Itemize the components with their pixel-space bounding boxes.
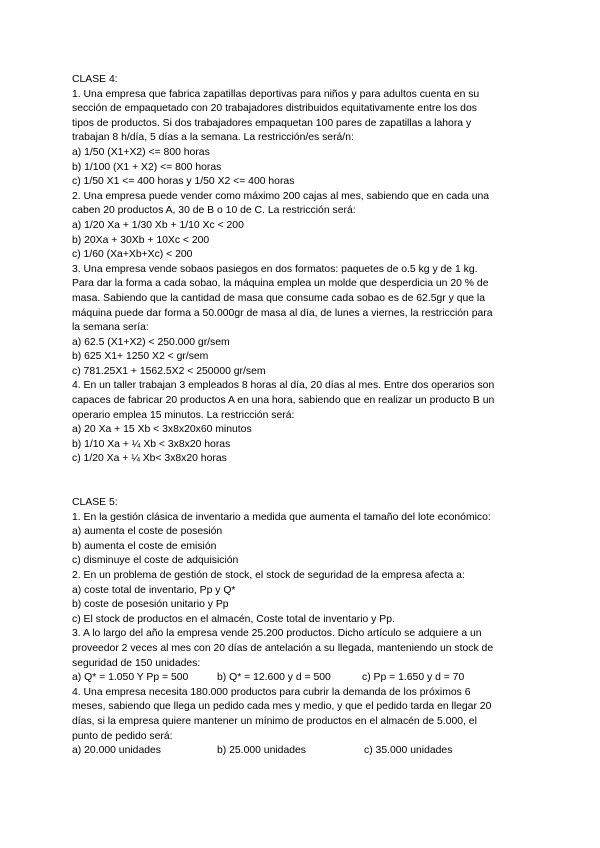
answer-option: b) aumenta el coste de emisión <box>72 540 217 552</box>
answer-option: b) 1/10 Xa + ¼ Xb < 3x8x20 horas <box>72 438 231 450</box>
question-text-line: sección de empaquetado con 20 trabajadores distribuidos equitativamente entre los dos <box>72 103 477 115</box>
section-title-clase-5: CLASE 5: <box>72 497 118 509</box>
question-text-line: seguridad de 150 unidades: <box>72 657 201 669</box>
answer-option: b) 1/100 (X1 + X2) <= 800 horas <box>72 161 222 173</box>
question-text-line: la semana sería: <box>72 322 149 334</box>
answer-option: c) disminuye el coste de adquisición <box>72 555 239 567</box>
question-text-line: 1. Una empresa que fabrica zapatillas deportivas para niños y para adultos cuenta en su <box>72 88 480 100</box>
question-text-line: máquina puede dar forma a 50.000gr de masa al día, de lunes a viernes, la restricción para <box>72 307 493 319</box>
question-text-line: 1. En la gestión clásica de inventario a medida que aumenta el tamaño del lote económico: <box>72 511 491 523</box>
answer-option: b) 625 X1+ 1250 X2 < gr/sem <box>72 351 209 363</box>
answer-option: c) 1/50 X1 <= 400 horas y 1/50 X2 <= 400 horas <box>72 176 295 188</box>
question-text-line: 3. A lo largo del año la empresa vende 25.200 productos. Dicho artículo se adquiere a un <box>72 628 482 640</box>
answer-option: b) coste de posesión unitario y Pp <box>72 599 229 611</box>
answer-option: c) 781.25X1 + 1562.5X2 < 250000 gr/sem <box>72 365 266 377</box>
question-text-line: punto de pedido será: <box>72 730 173 742</box>
answer-option: a) Q* = 1.050 Y Pp = 500 <box>72 672 189 684</box>
answer-option: c) 1/60 (Xa+Xb+Xc) < 200 <box>72 249 193 261</box>
section-spacer <box>72 467 534 496</box>
answer-options-row <box>72 744 534 759</box>
answer-option: a) 20 Xa + 15 Xb < 3x8x20x60 minutos <box>72 424 252 436</box>
answer-options-row <box>72 671 534 686</box>
answer-option: c) 1/20 Xa + ¼ Xb< 3x8x20 horas <box>72 453 227 465</box>
question-text-line: trabajan 8 h/día, 5 días a la semana. La restricción/es será/n: <box>72 132 354 144</box>
question-text-line: Para dar la forma a cada sobao, la máquina emplea un molde que desperdicia un 20 % de <box>72 278 489 290</box>
question-text-line: masa. Sabiendo que la cantidad de masa que consume cada sobao es de 62.5gr y que la <box>72 292 486 304</box>
document-body <box>72 73 534 759</box>
question-text-line: días, si la empresa quiere mantener un mínimo de productos en el almacén de 5.000, el <box>72 715 477 727</box>
question-text-line: tipos de productos. Si dos trabajadores empaquetan 100 pares de zapatillas a lahora y <box>72 117 472 129</box>
answer-option: a) 62.5 (X1+X2) < 250.000 gr/sem <box>72 336 230 348</box>
answer-option: a) 1/20 Xa + 1/30 Xb + 1/10 Xc < 200 <box>72 219 244 231</box>
answer-option: b) 20Xa + 30Xb + 10Xc < 200 <box>72 234 210 246</box>
answer-option: b) 25.000 unidades <box>217 745 306 757</box>
question-text-line: 4. En un taller trabajan 3 empleados 8 horas al día, 20 días al mes. Entre dos operarios son <box>72 380 495 392</box>
question-text-line: operario emplea 15 minutos. La restricción será: <box>72 409 295 421</box>
answer-option: c) 35.000 unidades <box>364 745 453 757</box>
question-text-line: 2. En un problema de gestión de stock, el stock de seguridad de la empresa afecta a: <box>72 570 465 581</box>
section-title-clase-4: CLASE 4: <box>72 74 118 85</box>
answer-option: b) Q* = 12.600 y d = 500 <box>217 672 331 684</box>
answer-option: c) El stock de productos en el almacén, Coste total de inventario y Pp. <box>72 613 395 625</box>
answer-option: c) Pp = 1.650 y d = 70 <box>362 672 465 684</box>
question-text-line: 4. Una empresa necesita 180.000 productos para cubrir la demanda de los próximos 6 <box>72 686 471 698</box>
answer-option: a) 1/50 (X1+X2) <= 800 horas <box>72 146 210 158</box>
question-text-line: 3. Una empresa vende sobaos pasiegos en dos formatos: paquetes de o.5 kg y de 1 kg. <box>72 263 478 275</box>
question-text-line: proveedor 2 veces al mes con 20 días de antelación a su llegada, manteniendo un stock de <box>72 642 494 654</box>
question-text-line: caben 20 productos A, 30 de B o 10 de C. La restricción será: <box>72 205 356 217</box>
answer-option: a) 20.000 unidades <box>72 745 161 757</box>
question-text-line: meses, sabiendo que llega un pedido cada mes y medio, y que el pedido tarda en llegar 20 <box>72 701 492 713</box>
question-text-line: capaces de fabricar 20 productos A en una hora, sabiendo que en realizar un producto B un <box>72 395 495 407</box>
answer-option: a) coste total de inventario, Pp y Q* <box>72 584 236 596</box>
question-text-line: 2. Una empresa puede vender como máximo 200 cajas al mes, sabiendo que en cada una <box>72 190 490 202</box>
answer-option: a) aumenta el coste de posesión <box>72 526 223 538</box>
